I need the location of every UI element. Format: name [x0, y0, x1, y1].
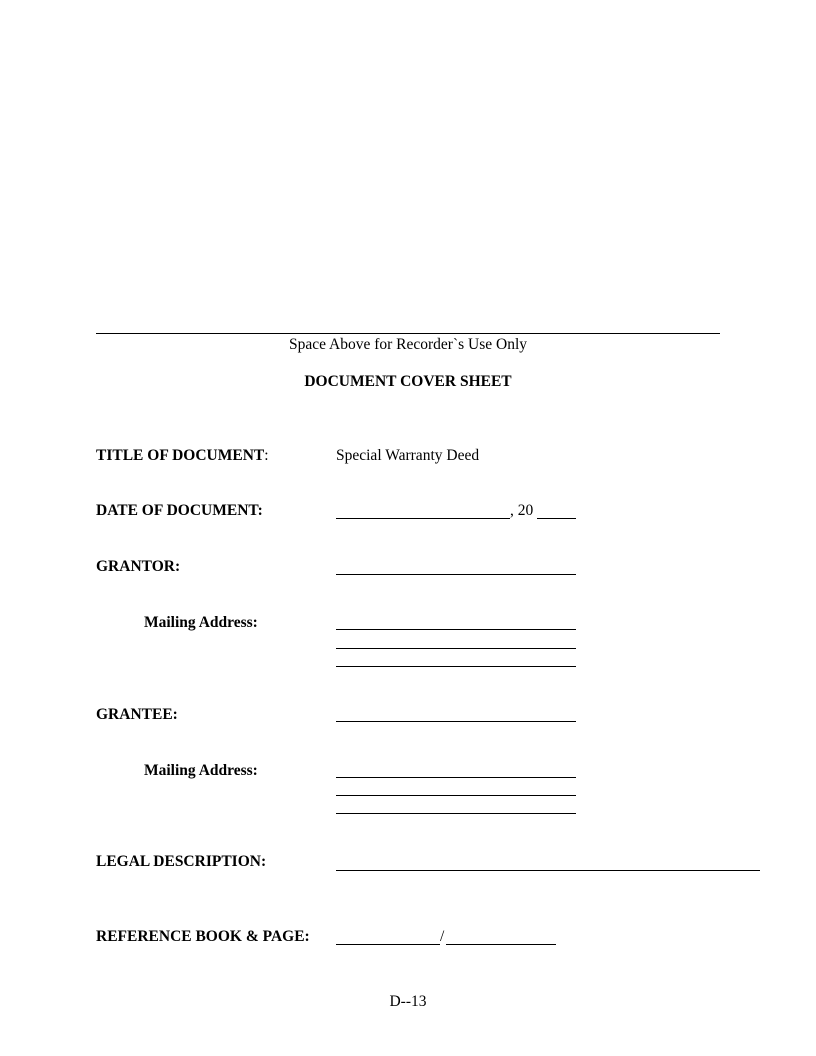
reference-separator: / — [440, 928, 445, 945]
grantor-mailing-line-3[interactable] — [336, 666, 576, 667]
grantor-label: GRANTOR: — [96, 558, 181, 575]
grantee-mailing-line-1[interactable] — [336, 777, 576, 778]
reference-book-blank[interactable] — [336, 944, 440, 945]
date-of-document-label: DATE OF DOCUMENT: — [96, 502, 263, 519]
grantee-label: GRANTEE: — [96, 706, 178, 723]
grantee-mailing-line-3[interactable] — [336, 813, 576, 814]
page-number: D--13 — [389, 993, 427, 1010]
reference-page-blank[interactable] — [446, 944, 556, 945]
date-day-blank[interactable] — [336, 518, 510, 519]
grantee-blank[interactable] — [336, 721, 576, 722]
page-title: DOCUMENT COVER SHEET — [304, 373, 512, 390]
grantor-blank[interactable] — [336, 574, 576, 575]
grantee-mailing-address-label: Mailing Address: — [144, 762, 258, 779]
date-year-prefix: , 20 — [510, 502, 534, 519]
title-of-document-value: Special Warranty Deed — [336, 447, 480, 464]
title-of-document-label: TITLE OF DOCUMENT — [96, 447, 265, 464]
title-of-document-colon: : — [264, 447, 269, 464]
reference-book-page-label: REFERENCE BOOK & PAGE: — [96, 928, 310, 945]
grantor-mailing-line-2[interactable] — [336, 648, 576, 649]
recorder-space-caption: Space Above for Recorder`s Use Only — [288, 336, 528, 353]
recorder-space-line — [96, 333, 720, 334]
grantor-mailing-line-1[interactable] — [336, 629, 576, 630]
grantee-mailing-line-2[interactable] — [336, 795, 576, 796]
date-year-blank[interactable] — [537, 518, 576, 519]
title-of-document-row — [96, 447, 269, 465]
legal-description-label: LEGAL DESCRIPTION: — [96, 853, 267, 870]
grantor-mailing-address-label: Mailing Address: — [144, 614, 258, 631]
legal-description-blank[interactable] — [336, 870, 760, 871]
